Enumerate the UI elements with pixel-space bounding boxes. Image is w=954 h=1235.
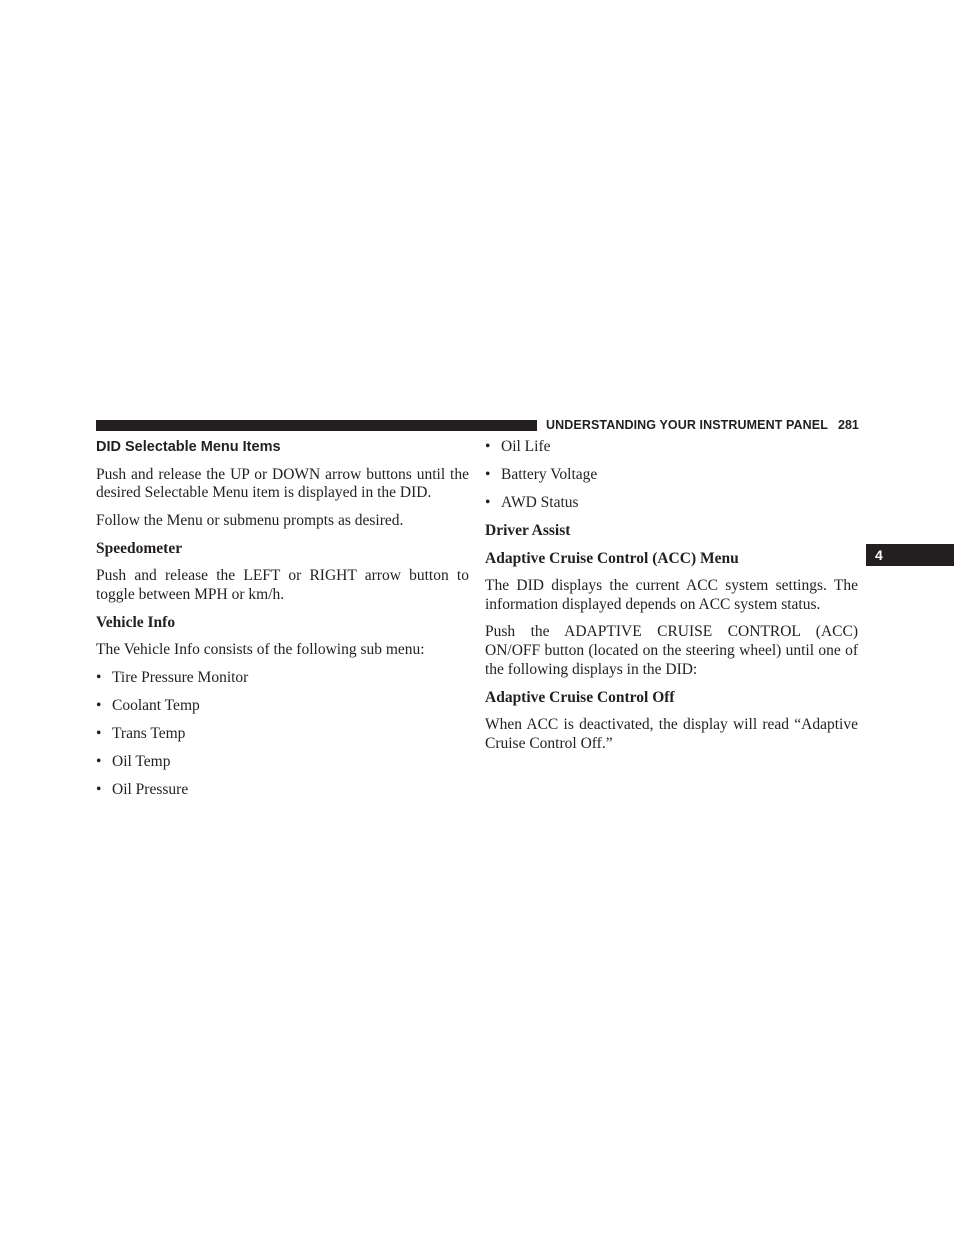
speedometer-heading: Speedometer [96, 539, 183, 557]
list-item [96, 697, 469, 716]
bullet-icon: • [96, 696, 102, 714]
list-item-label: AWD Status [501, 494, 579, 511]
list-item-label: Battery Voltage [501, 466, 598, 483]
running-header-title: UNDERSTANDING YOUR INSTRUMENT PANEL [546, 418, 828, 432]
list-item-label: Trans Temp [112, 724, 186, 742]
list-item [96, 725, 469, 744]
bullet-icon: • [485, 466, 491, 483]
speedometer-paragraph: Push and release the LEFT or RIGHT arrow button to toggle between MPH or km/h. [96, 567, 469, 603]
follow-paragraph: Follow the Menu or submenu prompts as desired. [96, 511, 404, 529]
driver-assist-heading: Driver Assist [485, 522, 571, 539]
list-item [96, 669, 469, 688]
page-number: 281 [838, 418, 859, 432]
right-column [485, 438, 858, 762]
vehicle-info-paragraph: The Vehicle Info consists of the following sub menu: [96, 641, 425, 659]
acc-off-paragraph: When ACC is deactivated, the display will read “Adaptive Cruise Control Off.” [485, 716, 858, 752]
bullet-icon: • [96, 724, 102, 742]
list-item [485, 438, 858, 457]
left-column [96, 438, 469, 809]
list-item-label: Tire Pressure Monitor [112, 668, 249, 686]
chapter-tab: 4 [866, 544, 954, 566]
acc-off-heading: Adaptive Cruise Control Off [485, 688, 675, 706]
bullet-icon: • [96, 780, 102, 798]
acc-menu-heading: Adaptive Cruise Control (ACC) Menu [485, 549, 739, 567]
intro-paragraph: Push and release the UP or DOWN arrow buttons until the desired Selectable Menu item is displayed in the DID. [96, 465, 469, 502]
bullet-icon: • [96, 668, 102, 686]
continued-vehicle-info-list [485, 438, 858, 513]
list-item-label: Coolant Temp [112, 696, 200, 714]
acc-push-paragraph: Push the ADAPTIVE CRUISE CONTROL (ACC) ON/OFF button (located on the steering wheel) until one of the following displays in the DID: [485, 623, 858, 678]
bullet-icon: • [485, 494, 491, 511]
section-heading: DID Selectable Menu Items [96, 439, 281, 455]
bullet-icon: • [485, 438, 491, 455]
vehicle-info-list [96, 669, 469, 800]
list-item [96, 781, 469, 800]
list-item [485, 466, 858, 485]
header-rule [96, 420, 537, 431]
vehicle-info-heading: Vehicle Info [96, 613, 176, 631]
list-item [96, 753, 469, 772]
acc-menu-paragraph: The DID displays the current ACC system settings. The information displayed depends on ACC system status. [485, 577, 858, 613]
list-item-label: Oil Temp [112, 752, 171, 770]
list-item [485, 494, 858, 513]
list-item-label: Oil Pressure [112, 780, 189, 798]
bullet-icon: • [96, 752, 102, 770]
list-item-label: Oil Life [501, 438, 551, 455]
